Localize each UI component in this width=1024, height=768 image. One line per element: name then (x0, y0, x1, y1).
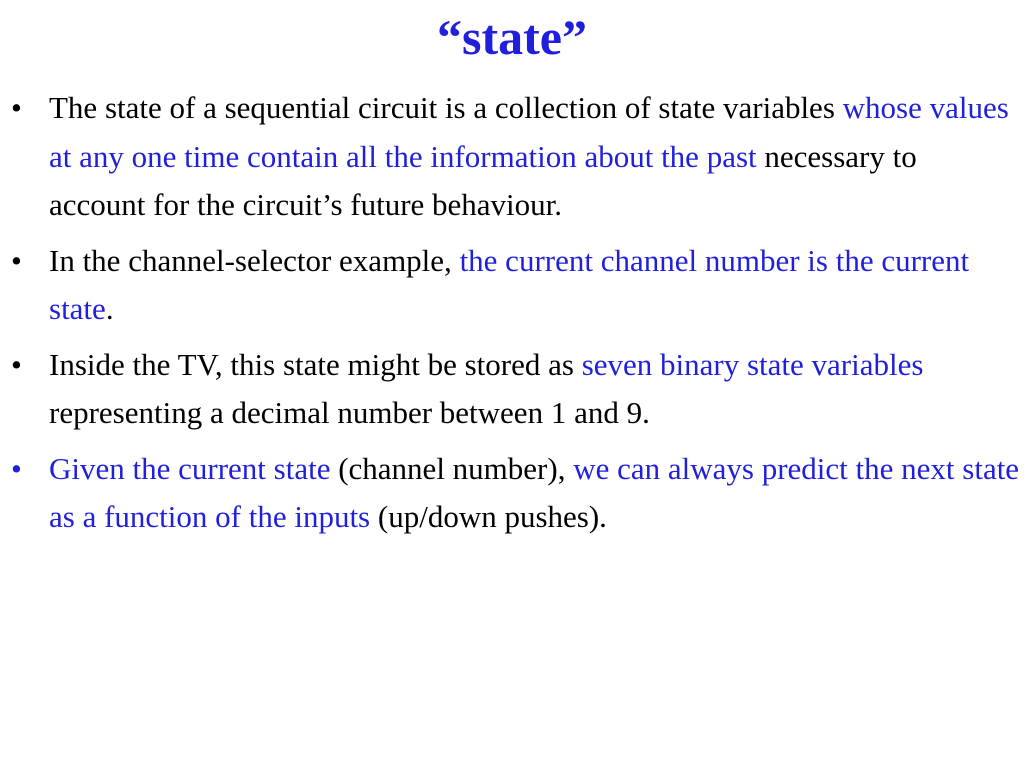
bullet-text: . (105, 291, 114, 326)
bullet-item-channel-selector (8, 237, 1020, 334)
bullet-highlight: seven binary state variables (581, 346, 924, 382)
slide-title: “state” (437, 9, 587, 65)
bullet-marker-icon: • (11, 242, 22, 278)
bullet-text: (channel number), (330, 450, 574, 486)
bullet-text: In the channel-selector example, (49, 242, 460, 278)
bullet-text: necessary to account for the circuit’s future behaviour. (49, 138, 917, 222)
bullet-highlight: whose values at any one time contain all the information about the past (49, 90, 1009, 174)
bullet-text: representing a decimal number between 1 and 9. (49, 395, 650, 430)
bullet-marker-icon: • (11, 90, 22, 125)
bullet-marker-icon: • (11, 346, 22, 382)
bullet-item-binary-variables (8, 341, 1020, 438)
bullet-highlight: the current channel number is the current state (49, 242, 970, 326)
bullet-marker-icon: • (11, 450, 22, 486)
bullet-highlight: we can always predict the next state as a function of the inputs (49, 450, 1020, 534)
bullet-text: The state of a sequential circuit is a collection of state variables (49, 90, 843, 125)
bullet-highlight: Given the current state (49, 450, 331, 486)
bullet-item-state-definition (8, 84, 1020, 230)
bullet-list (8, 84, 1020, 549)
bullet-text: Inside the TV, this state might be stored as (49, 346, 582, 382)
bullet-item-next-state (8, 445, 1020, 542)
bullet-text: (up/down pushes). (370, 499, 607, 534)
